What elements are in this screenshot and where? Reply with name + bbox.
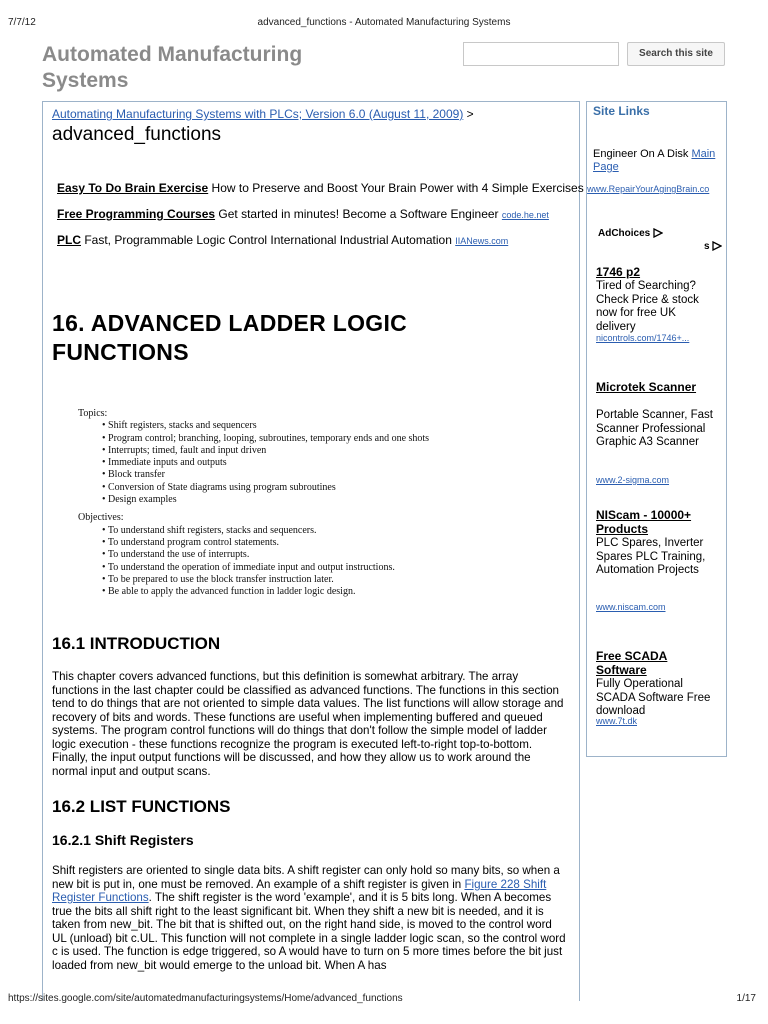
sidebar-ad-url[interactable]: www.7t.dk (596, 716, 638, 726)
search-input[interactable] (463, 42, 619, 66)
site-title[interactable]: Automated Manufacturing Systems (42, 43, 303, 92)
topics-figure (78, 408, 538, 598)
sidebar-link-text: Engineer On A Disk (593, 148, 689, 160)
sidebar-link (593, 148, 723, 174)
text-ad-text: Fast, Programmable Logic Control International Industrial Automation (84, 233, 452, 247)
sidebar-ad-url[interactable]: www.niscam.com (596, 602, 666, 612)
main-page-link[interactable]: Main Page (593, 148, 716, 173)
sidebar-ad-url[interactable]: www.2-sigma.com (596, 475, 670, 485)
sidebar-ad-title[interactable]: Microtek Scanner (596, 380, 697, 394)
topic-item: • Program control; branching, looping, subroutines, temporary ends and one shots (102, 432, 430, 444)
sidebar-ad-title[interactable]: Free SCADA Software (596, 649, 668, 677)
topic-item: • Immediate inputs and outputs (102, 457, 227, 469)
objective-item: • To understand the use of interrupts. (102, 549, 250, 561)
text-ad-title[interactable]: PLC (57, 233, 81, 247)
adchoices-icon (653, 228, 663, 238)
topic-item: • Conversion of State diagrams using program subroutines (102, 481, 336, 493)
topics-label: Topics: (78, 408, 108, 419)
breadcrumb-link[interactable]: Automating Manufacturing Systems with PLCs; Version 6.0 (August 11, 2009) (52, 107, 464, 121)
page-title: advanced_functions (52, 124, 222, 145)
print-doc-title: advanced_functions - Automated Manufacturing Systems (257, 17, 511, 28)
adchoices[interactable]: AdChoices (598, 228, 663, 239)
breadcrumb-separator: > (466, 107, 474, 121)
breadcrumb (52, 107, 474, 121)
text-ad-text: How to Preserve and Boost Your Brain Power with 4 Simple Exercises (211, 181, 584, 195)
text-ad[interactable] (57, 233, 508, 247)
site-links-title: Site Links (593, 104, 650, 118)
intro-paragraph: This chapter covers advanced functions, but this definition is somewhat arbitrary. The array functions in the last chapter could be classified as advanced functions. The functions in this section tend to do things that are not oriented to simple data values. The list functions will allow storage and recovery of bits and words. These functions are useful when implementing buffered and queued systems. The program control functions will do things that don't follow the simple model of ladder logic execution - these functions recognize the program is executed left-to-right top-to-bottom. Finally, the input output functions will be discussed, and how they allow us to work around the normal input and output scans. (52, 670, 564, 778)
list-functions-heading: 16.2 LIST FUNCTIONS (52, 797, 231, 816)
sidebar-ad-body: Fully Operational SCADA Software Free download (596, 678, 711, 717)
objective-item: • To understand shift registers, stacks and sequencers. (102, 524, 317, 536)
print-date: 7/7/12 (8, 17, 36, 28)
sidebar-ad-title[interactable]: 1746 p2 (596, 265, 641, 279)
search-button[interactable]: Search this site (627, 42, 725, 66)
objective-item: • To be prepared to use the block transfer instruction later. (102, 573, 334, 585)
text-ad-url[interactable]: code.he.net (501, 210, 549, 220)
objective-item: • To understand the operation of immediate input and output instructions. (102, 561, 395, 573)
text-ad[interactable] (57, 207, 549, 221)
sidebar-ad-body: PLC Spares, Inverter Spares PLC Training, Automation Projects (596, 537, 706, 576)
text-ad-title[interactable]: Free Programming Courses (57, 207, 216, 221)
text-ad-url[interactable]: IIANews.com (455, 236, 509, 246)
sidebar-ad-url[interactable]: nicontrols.com/1746+... (596, 333, 690, 343)
objective-item: • To understand program control statements. (102, 536, 280, 548)
figure-link[interactable]: Figure 228 Shift Register Functions (52, 877, 547, 904)
chapter-heading: 16. ADVANCED LADDER LOGIC FUNCTIONS (52, 310, 408, 365)
sidebar-ad-body: Tired of Searching? Check Price & stock now for free UK delivery (596, 280, 699, 333)
intro-heading: 16.1 INTRODUCTION (52, 634, 221, 653)
adchoices[interactable]: s (704, 241, 722, 252)
objectives-label: Objectives: (78, 512, 124, 524)
text-ad-url[interactable]: www.RepairYourAgingBrain.co (587, 184, 710, 194)
shift-registers-heading: 16.2.1 Shift Registers (52, 832, 194, 848)
shift-registers-paragraph: Shift registers are oriented to single data bits. A shift register can only hold so many bits, so when a new bit is put in, one must be removed. An example of a shift register is given in Figure 228 Shift Register Functions. The shift register is the word 'example', and it is 5 bits long. When A becomes true the bits all shift right to the least significant bit. When they shift a new bit is needed, and it is taken from new_bit. The bit that is shifted out, on the right hand side, is moved to the control word UL (unload) bit c.UL. This function will not complete in a single ladder logic scan, so the control word c is used. The function is edge triggered, so A would have to turn on 5 more times before the bit just loaded from new_bit would emerge to the unload bit. When A has (52, 864, 566, 972)
topic-item: • Shift registers, stacks and sequencers (102, 420, 257, 432)
topic-item: • Block transfer (102, 469, 165, 481)
print-page-number: 1/17 (736, 993, 756, 1004)
topic-item: • Design examples (102, 494, 177, 506)
sidebar-ad-title[interactable]: NIScam - 10000+ Products (596, 508, 692, 536)
print-url: https://sites.google.com/site/automatedmanufacturingsystems/Home/advanced_functions (8, 993, 403, 1004)
topic-item: • Interrupts; timed, fault and input driven (102, 444, 267, 456)
text-ad-text: Get started in minutes! Become a Software Engineer (218, 207, 499, 221)
adchoices-icon (712, 241, 722, 251)
objective-item: • Be able to apply the advanced function in ladder logic design. (102, 586, 356, 598)
text-ad-title[interactable]: Easy To Do Brain Exercise (57, 181, 209, 195)
sidebar-ad-body: Portable Scanner, Fast Scanner Professional Graphic A3 Scanner (596, 409, 713, 448)
